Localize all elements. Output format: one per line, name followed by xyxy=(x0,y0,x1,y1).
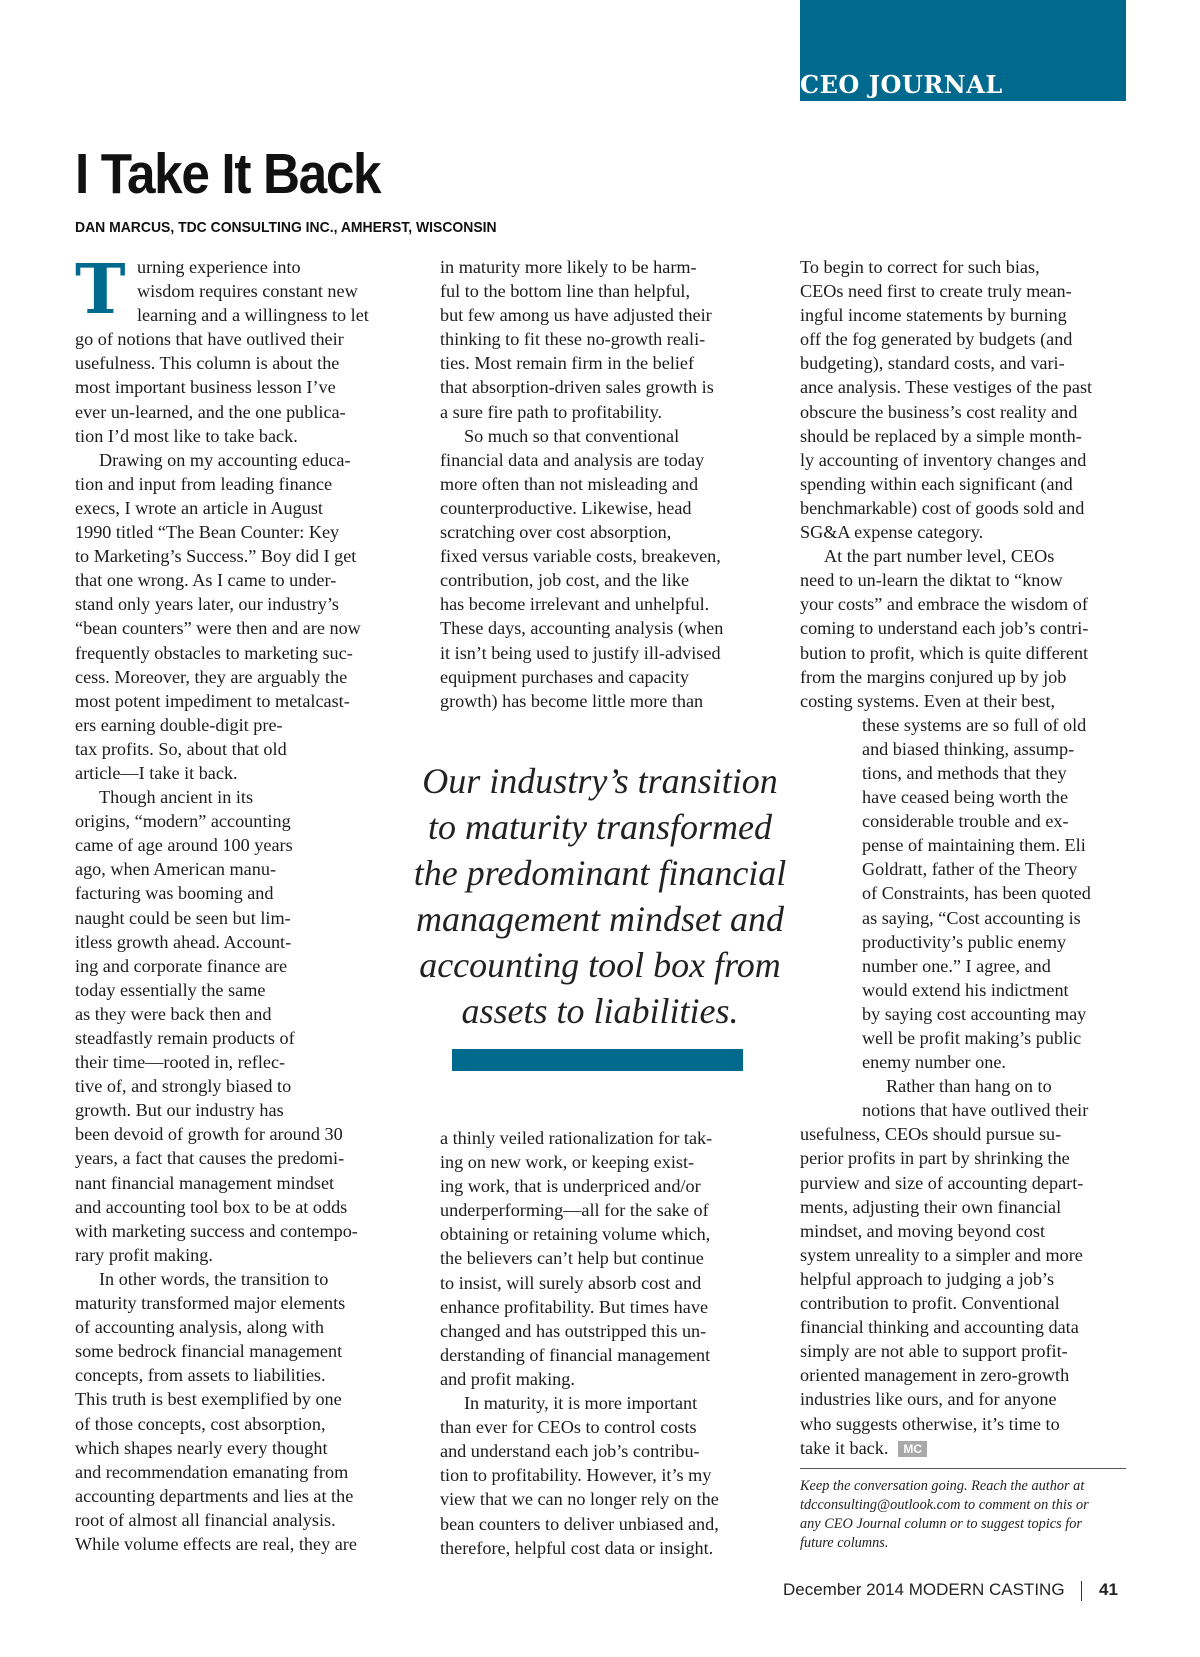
col2-bottom-line: obtaining or retaining volume which, xyxy=(440,1224,711,1245)
col2-top-line: has become irrelevant and unhelpful. xyxy=(440,594,710,615)
col3-line: purview and size of accounting depart- xyxy=(800,1172,1084,1193)
col3-line: from the margins conjured up by job xyxy=(800,666,1067,687)
col3-line: ingful income statements by burning xyxy=(800,305,1067,326)
col3-line: of Constraints, has been quoted xyxy=(862,883,1091,904)
col2-top-line: a sure fire path to profitability. xyxy=(440,401,663,422)
col2-top-line: but few among us have adjusted their xyxy=(440,305,712,326)
col2-bottom-line: ing on new work, or keeping exist- xyxy=(440,1152,695,1173)
col1-line: maturity transformed major elements xyxy=(75,1293,346,1314)
page-number: 41 xyxy=(1099,1580,1118,1599)
col3-line: enemy number one. xyxy=(862,1052,1006,1073)
column-2-bottom xyxy=(440,1126,760,1560)
col3-line: spending within each significant (and xyxy=(800,473,1073,494)
col1-line: rary profit making. xyxy=(75,1244,213,1265)
col3-line: system unreality to a simpler and more xyxy=(800,1244,1083,1265)
col3-line: tions, and methods that they xyxy=(862,762,1067,783)
col2-top-line: So much so that conventional xyxy=(464,425,680,446)
page-folio xyxy=(783,1580,1118,1601)
col3-line: have ceased being worth the xyxy=(862,787,1069,808)
col3-line: mindset, and moving beyond cost xyxy=(800,1220,1045,1241)
pull-quote-bar xyxy=(452,1049,743,1071)
col1-line: their time—rooted in, reflec- xyxy=(75,1052,286,1073)
col1-line: ers earning double-digit pre- xyxy=(75,714,283,735)
col1-line: of accounting analysis, along with xyxy=(75,1317,325,1338)
col3-line: financial thinking and accounting data xyxy=(800,1317,1079,1338)
col1-line: usefulness. This column is about the xyxy=(75,353,340,374)
col1-line: 1990 titled “The Bean Counter: Key xyxy=(75,522,340,543)
footnote-line: Keep the conversation going. Reach the author at xyxy=(800,1478,1085,1494)
col2-bottom-line: tion to profitability. However, it’s my xyxy=(440,1465,712,1486)
pullquote-line: to maturity transformed xyxy=(427,807,772,847)
article-byline: DAN MARCUS, TDC CONSULTING INC., AMHERST, WISCONSIN xyxy=(75,219,497,236)
col2-top-line: thinking to fit these no-growth reali- xyxy=(440,329,706,350)
col2-top-line: financial data and analysis are today xyxy=(440,449,705,470)
col1-line: Drawing on my accounting educa- xyxy=(99,449,351,470)
col1-line: cess. Moreover, they are arguably the xyxy=(75,666,348,687)
article-title: I Take It Back xyxy=(75,142,381,206)
col3-line: these systems are so full of old xyxy=(862,714,1087,735)
col1-line: growth. But our industry has xyxy=(75,1100,284,1121)
col2-bottom-line: In maturity, it is more important xyxy=(464,1393,698,1414)
col1-line: most important business lesson I’ve xyxy=(75,377,336,398)
column-2-top xyxy=(440,255,760,713)
column-1 xyxy=(75,250,405,1556)
footnote-line: any CEO Journal column or to suggest topics for xyxy=(800,1516,1082,1532)
col3-line: budgeting), standard costs, and vari- xyxy=(800,353,1065,374)
col1-line: today essentially the same xyxy=(75,979,266,1000)
col2-bottom-line: view that we can no longer rely on the xyxy=(440,1489,719,1510)
col3-line: Rather than hang on to xyxy=(886,1076,1052,1097)
col3-line: ments, adjusting their own financial xyxy=(800,1196,1062,1217)
col2-bottom-line: derstanding of financial management xyxy=(440,1344,711,1365)
col3-line: need to un-learn the diktat to “know xyxy=(800,570,1063,591)
col3-line: your costs” and embrace the wisdom of xyxy=(800,594,1088,615)
col2-top-line: equipment purchases and capacity xyxy=(440,666,689,687)
col3-line: by saying cost accounting may xyxy=(862,1003,1087,1024)
author-footnote xyxy=(800,1477,1126,1553)
col1-line: steadfastly remain products of xyxy=(75,1028,295,1048)
col3-line: At the part number level, CEOs xyxy=(824,546,1055,567)
end-mark-badge: MC xyxy=(898,1441,927,1457)
col3-line: costing systems. Even at their best, xyxy=(800,690,1056,711)
col3-line: off the fog generated by budgets (and xyxy=(800,329,1073,350)
col3-line: coming to understand each job’s contri- xyxy=(800,618,1089,639)
col1-line: been devoid of growth for around 30 xyxy=(75,1124,343,1145)
col1-line: some bedrock financial management xyxy=(75,1341,343,1362)
col3-line: bution to profit, which is quite different xyxy=(800,642,1089,663)
col2-bottom-line: a thinly veiled rationalization for tak- xyxy=(440,1128,713,1148)
pullquote-line: assets to liabilities. xyxy=(461,991,739,1031)
col1-line: most potent impediment to metalcast- xyxy=(75,690,350,711)
col2-bottom-line: changed and has outstripped this un- xyxy=(440,1320,707,1341)
pullquote-line: accounting tool box from xyxy=(419,945,781,985)
col3-line: CEOs need first to create truly mean- xyxy=(800,281,1072,302)
col1-line: and accounting tool box to be at odds xyxy=(75,1196,348,1217)
col3-line: Goldratt, father of the Theory xyxy=(862,859,1078,880)
col3-line: productivity’s public enemy xyxy=(862,931,1067,952)
col3-line: take it back. MC xyxy=(800,1436,1130,1460)
col3-line: pense of maintaining them. Eli xyxy=(862,835,1086,856)
col1-line: “bean counters” were then and are now xyxy=(75,618,361,639)
col1-line: origins, “modern” accounting xyxy=(75,811,291,832)
col2-bottom-line: ing work, that is underpriced and/or xyxy=(440,1176,701,1197)
col3-line: usefulness, CEOs should pursue su- xyxy=(800,1124,1062,1145)
folio-issue: December 2014 xyxy=(783,1580,904,1599)
col1-line: root of almost all financial analysis. xyxy=(75,1509,336,1530)
pull-quote xyxy=(385,758,815,1034)
col1-line: go of notions that have outlived their xyxy=(75,329,344,350)
col1-line: with marketing success and contempo- xyxy=(75,1220,358,1241)
folio-magazine: MODERN CASTING xyxy=(908,1580,1065,1599)
col3-line: and biased thinking, assump- xyxy=(862,738,1075,759)
col2-top-line: that absorption-driven sales growth is xyxy=(440,377,714,398)
col2-top-line: ties. Most remain firm in the belief xyxy=(440,353,695,374)
col2-top-line: fixed versus variable costs, breakeven, xyxy=(440,546,721,567)
col3-line: To begin to correct for such bias, xyxy=(800,257,1040,277)
col2-bottom-line: and understand each job’s contribu- xyxy=(440,1441,700,1462)
col1-line: execs, I wrote an article in August xyxy=(75,497,323,518)
col2-top-line: contribution, job cost, and the like xyxy=(440,570,690,591)
col2-bottom-line: bean counters to deliver unbiased and, xyxy=(440,1513,719,1534)
col2-top-line: These days, accounting analysis (when xyxy=(440,618,724,639)
col1-line: frequently obstacles to marketing suc- xyxy=(75,642,353,663)
col3-line: notions that have outlived their xyxy=(862,1100,1089,1121)
col3-line: well be profit making’s public xyxy=(862,1028,1082,1048)
col3-line: helpful approach to judging a job’s xyxy=(800,1268,1055,1289)
col3-line: number one.” I agree, and xyxy=(862,955,1051,976)
col1-line: Though ancient in its xyxy=(99,787,254,808)
col1-line: tive of, and strongly biased to xyxy=(75,1076,292,1097)
col3-line: who suggests otherwise, it’s time to xyxy=(800,1413,1060,1434)
col1-line: tion and input from leading finance xyxy=(75,473,333,494)
drop-cap: T xyxy=(75,250,126,330)
col3-line: as saying, “Cost accounting is xyxy=(862,907,1081,928)
section-label: CEO JOURNAL xyxy=(800,70,1003,99)
col2-top-line: counterproductive. Likewise, head xyxy=(440,497,692,518)
col1-line: facturing was booming and xyxy=(75,883,274,904)
col1-line: This truth is best exemplified by one xyxy=(75,1389,342,1410)
pullquote-line: Our industry’s transition xyxy=(422,761,778,801)
col2-bottom-line: than ever for CEOs to control costs xyxy=(440,1417,697,1438)
col1-line: While volume effects are real, they are xyxy=(75,1533,357,1554)
col1-line: as they were back then and xyxy=(75,1003,272,1024)
footnote-divider xyxy=(800,1468,1126,1469)
col1-line: years, a fact that causes the predomi- xyxy=(75,1148,345,1169)
col2-top-line: scratching over cost absorption, xyxy=(440,522,672,543)
col2-top-line: it isn’t being used to justify ill-advised xyxy=(440,642,721,663)
col3-line: obscure the business’s cost reality and xyxy=(800,401,1078,422)
folio-separator xyxy=(1081,1581,1082,1601)
col3-line: would extend his indictment xyxy=(862,979,1069,1000)
col1-line: wisdom requires constant new xyxy=(137,281,358,302)
footnote-line: tdcconsulting@outlook.com to comment on this or xyxy=(800,1497,1089,1513)
col1-line: concepts, from assets to liabilities. xyxy=(75,1365,326,1386)
pullquote-line: management mindset and xyxy=(416,899,784,939)
col1-line: tax profits. So, about that old xyxy=(75,738,287,759)
col2-top-line: ful to the bottom line than helpful, xyxy=(440,281,691,302)
col1-line: ever un-learned, and the one publica- xyxy=(75,401,346,422)
footnote-line: future columns. xyxy=(800,1535,889,1551)
col3-line: industries like ours, and for anyone xyxy=(800,1389,1057,1410)
col2-top-line: more often than not misleading and xyxy=(440,473,699,494)
col1-line: that one wrong. As I came to under- xyxy=(75,570,337,591)
col3-line: simply are not able to support profit- xyxy=(800,1341,1068,1362)
col2-top-line: in maturity more likely to be harm- xyxy=(440,257,697,277)
col2-bottom-line: enhance profitability. But times have xyxy=(440,1296,709,1317)
col1-line: urning experience into xyxy=(137,257,301,277)
col3-line: should be replaced by a simple month- xyxy=(800,425,1082,446)
col1-line: itless growth ahead. Account- xyxy=(75,931,292,952)
col2-bottom-line: the believers can’t help but continue xyxy=(440,1248,704,1269)
col1-line: learning and a willingness to let xyxy=(137,305,369,326)
col1-line: naught could be seen but lim- xyxy=(75,907,291,928)
col2-top-line: growth) has become little more than xyxy=(440,690,704,711)
col3-line: oriented management in zero-growth xyxy=(800,1365,1070,1386)
col1-line: tion I’d most like to take back. xyxy=(75,425,298,446)
col3-line: ance analysis. These vestiges of the past xyxy=(800,377,1093,398)
col2-bottom-line: therefore, helpful cost data or insight. xyxy=(440,1537,714,1558)
col1-line: which shapes nearly every thought xyxy=(75,1437,328,1458)
col3-line: ly accounting of inventory changes and xyxy=(800,449,1087,470)
col1-line: to Marketing’s Success.” Boy did I get xyxy=(75,546,357,567)
col2-bottom-line: to insist, will surely absorb cost and xyxy=(440,1272,702,1293)
col3-line: contribution to profit. Conventional xyxy=(800,1293,1060,1314)
column-3 xyxy=(800,255,1130,1460)
col1-line: stand only years later, our industry’s xyxy=(75,594,339,615)
col3-line: perior profits in part by shrinking the xyxy=(800,1148,1070,1169)
col1-line: article—I take it back. xyxy=(75,762,238,783)
col1-line: nant financial management mindset xyxy=(75,1172,335,1193)
col3-line: considerable trouble and ex- xyxy=(862,811,1069,832)
col3-line: benchmarkable) cost of goods sold and xyxy=(800,497,1085,518)
col1-line: of those concepts, cost absorption, xyxy=(75,1413,326,1434)
col2-bottom-line: and profit making. xyxy=(440,1368,575,1389)
col3-line: SG&A expense category. xyxy=(800,522,984,543)
col1-line: ago, when American manu- xyxy=(75,859,277,880)
col1-line: accounting departments and lies at the xyxy=(75,1485,354,1506)
col1-line: ing and corporate finance are xyxy=(75,955,288,976)
col1-line: In other words, the transition to xyxy=(99,1268,329,1289)
col1-line: and recommendation emanating from xyxy=(75,1461,349,1482)
pullquote-line: the predominant financial xyxy=(413,853,787,893)
col1-line: came of age around 100 years xyxy=(75,835,293,856)
col2-bottom-line: underperforming—all for the sake of xyxy=(440,1200,709,1221)
